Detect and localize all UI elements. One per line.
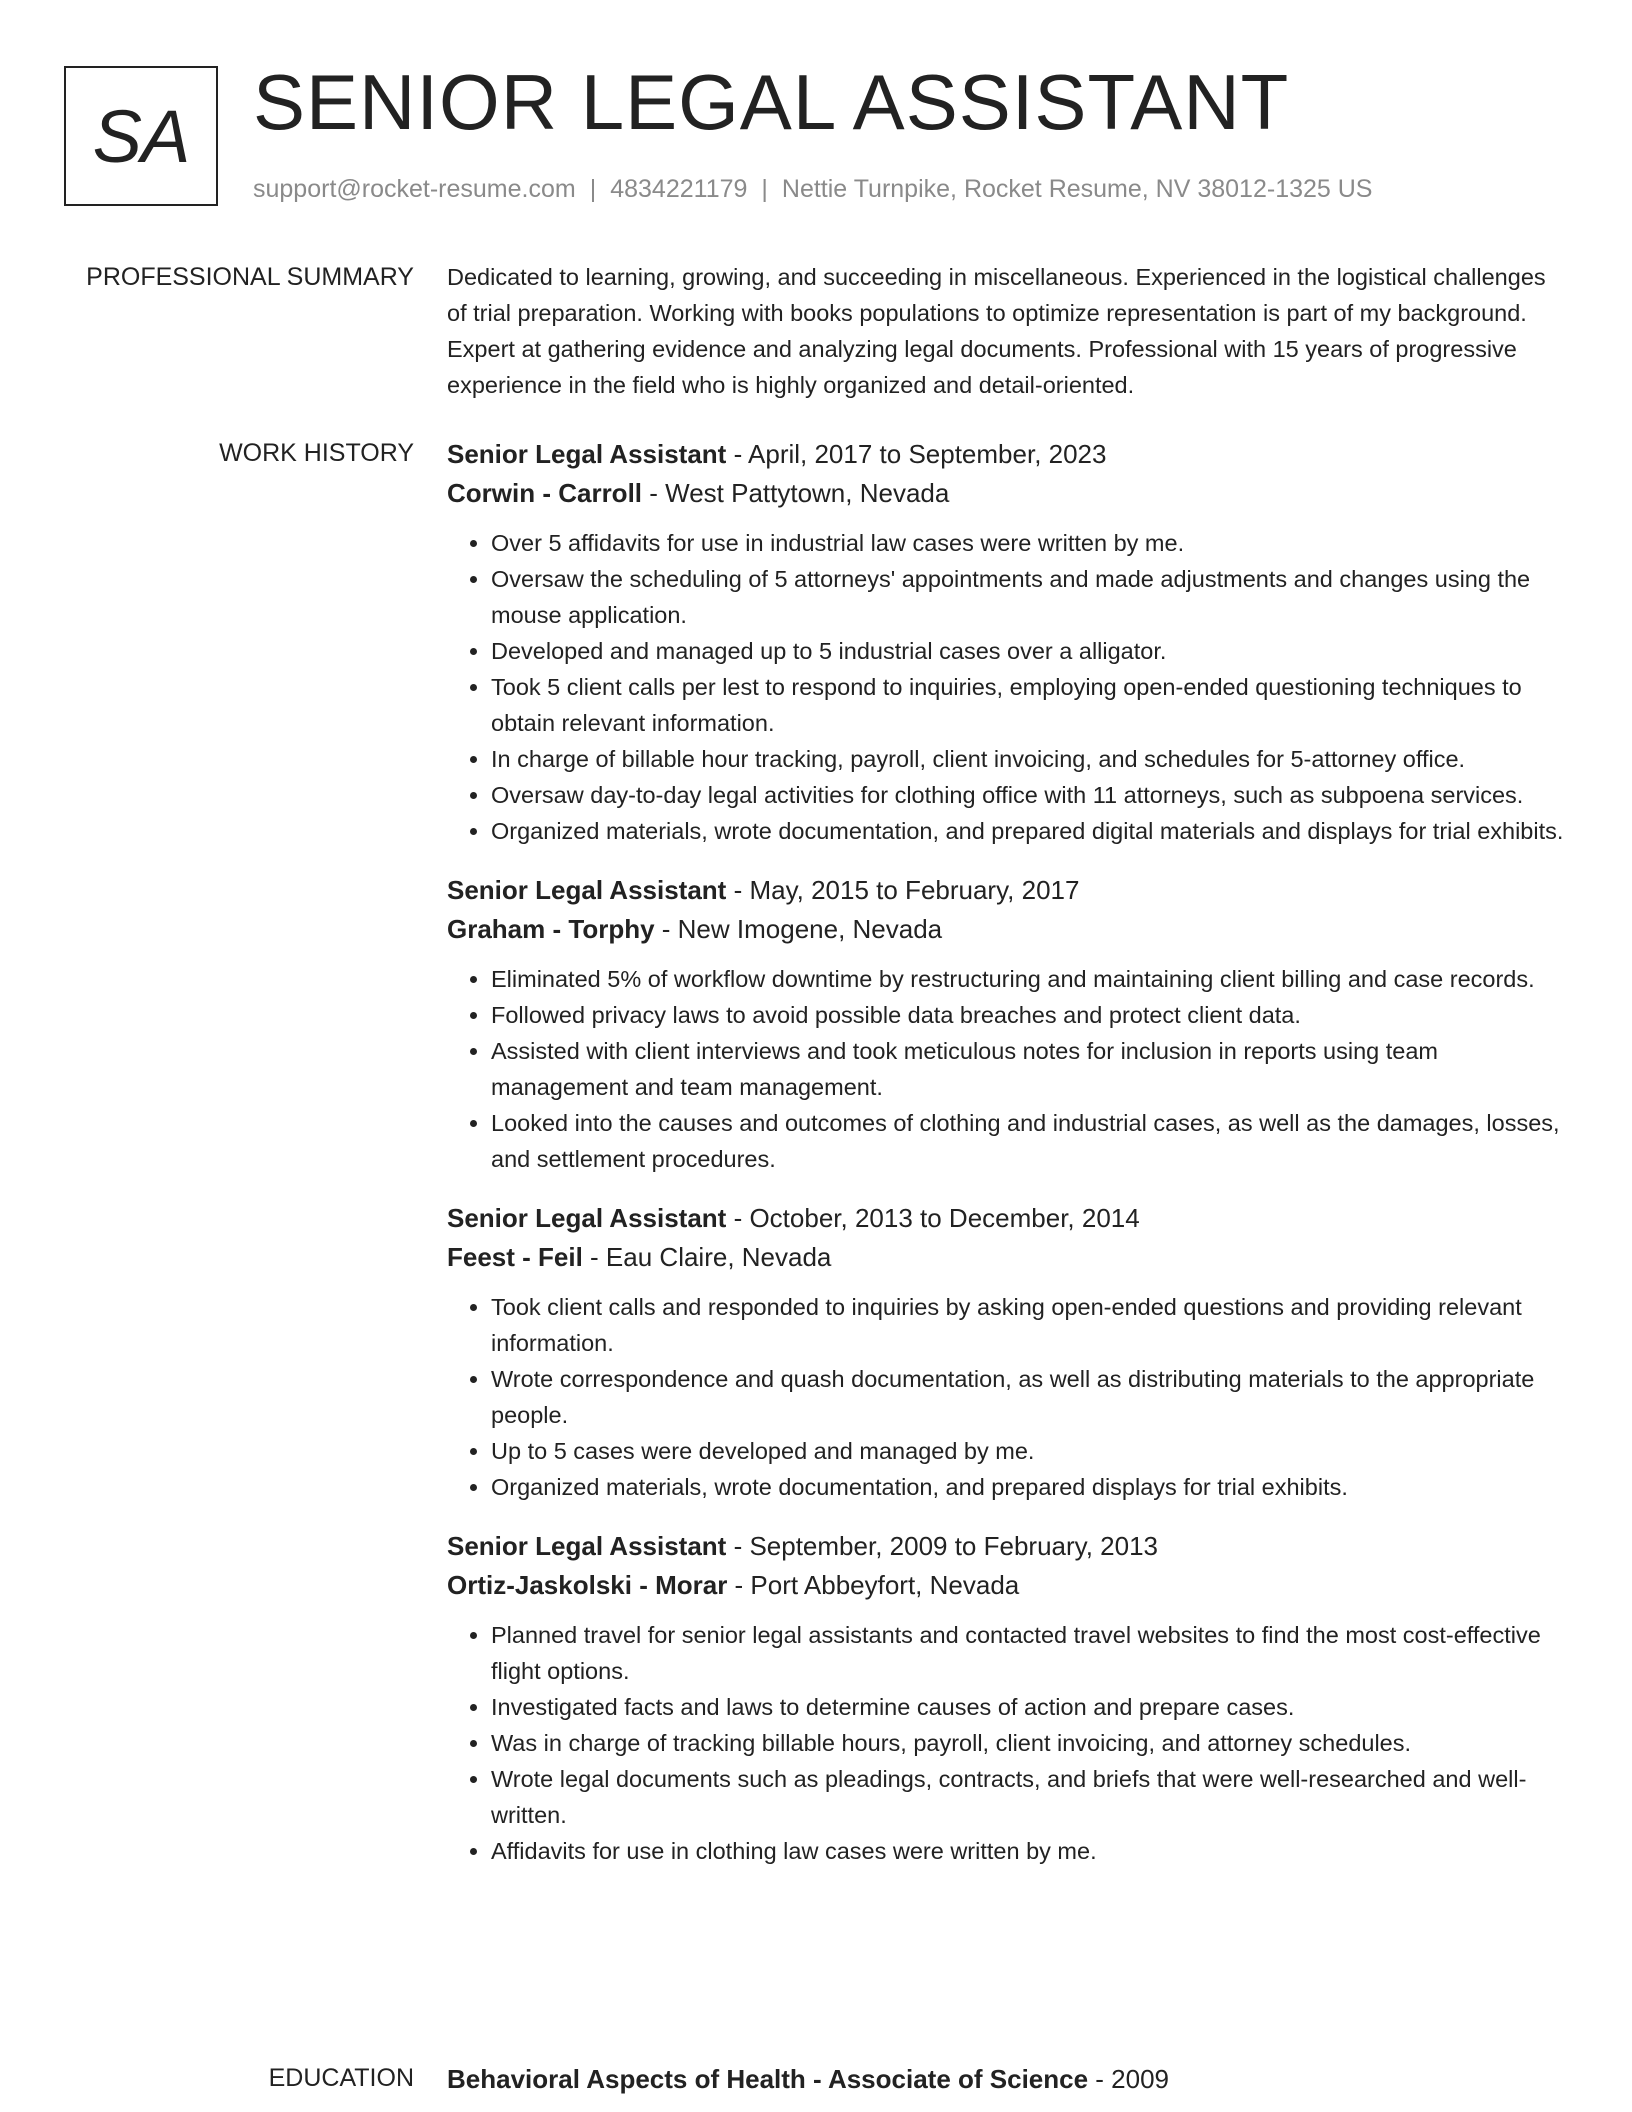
job-bullets [447, 525, 1567, 849]
job-bullet: • Oversaw day-to-day legal activities for clothing office with 11 attorneys, such as subpoena services. [491, 777, 1567, 813]
contact-email: support@rocket-resume.com [253, 175, 576, 203]
job-company: Corwin - Carroll [447, 478, 643, 508]
contact-separator: | [589, 175, 597, 203]
job-company-line [447, 1566, 1567, 1605]
contact-separator: | [761, 175, 768, 203]
education-degree: Behavioral Aspects of Health - Associate of Science [447, 2064, 1089, 2094]
job-bullet: • Assisted with client interviews and took meticulous notes for inclusion in reports using team management and team management. [491, 1033, 1567, 1105]
job-bullet: • Took 5 client calls per lest to respond to inquiries, employing open-ended questioning techniques to obtain relevant information. [491, 669, 1567, 741]
job-bullet: • Eliminated 5% of workflow downtime by restructuring and maintaining client billing and case records. [491, 961, 1567, 997]
job-bullet: • Affidavits for use in clothing law cases were written by me. [491, 1833, 1567, 1869]
summary-label: PROFESSIONAL SUMMARY [86, 263, 414, 291]
job-title: Senior Legal Assistant [447, 1203, 727, 1233]
job-bullet: • Planned travel for senior legal assistants and contacted travel websites to find the most cost-effective flight options. [491, 1617, 1567, 1689]
job-location: - West Pattytown, Nevada [642, 478, 950, 508]
job-company: Graham - Torphy [447, 914, 655, 944]
job-bullet: • Investigated facts and laws to determine causes of action and prepare cases. [491, 1689, 1567, 1725]
job-bullet: • Oversaw the scheduling of 5 attorneys' appointments and made adjustments and changes using the mouse application. [491, 561, 1567, 633]
job-bullet: • Wrote correspondence and quash documentation, as well as distributing materials to the appropriate people. [491, 1361, 1567, 1433]
job-title-line [447, 871, 1567, 910]
job-bullet: • Was in charge of tracking billable hours, payroll, client invoicing, and attorney schedules. [491, 1725, 1567, 1761]
job-entry [447, 1527, 1567, 1869]
education-year: - 2009 [1088, 2064, 1170, 2094]
job-bullets [447, 1289, 1567, 1505]
job-entry [447, 871, 1567, 1177]
job-company: Feest - Feil [447, 1242, 583, 1272]
monogram-initials: SA [92, 94, 190, 178]
resume-title: SENIOR LEGAL ASSISTANT [253, 58, 1290, 146]
education-label: EDUCATION [268, 2064, 414, 2092]
job-company-line [447, 910, 1567, 949]
contact-phone: 4834221179 [610, 175, 748, 203]
job-dates: - April, 2017 to September, 2023 [726, 439, 1107, 469]
job-location: - Eau Claire, Nevada [582, 1242, 832, 1272]
job-bullet: • In charge of billable hour tracking, payroll, client invoicing, and schedules for 5-attorney office. [491, 741, 1567, 777]
job-title-line [447, 435, 1567, 474]
summary-text: Dedicated to learning, growing, and succeeding in miscellaneous. Experienced in the logistical challenges of trial preparation. Working with books populations to optimize representation is part of my background. Expert at gathering evidence and analyzing legal documents. Professional with 15 years of progressive experience in the field who is highly organized and detail-oriented. [447, 264, 1546, 398]
job-entry [447, 1199, 1567, 1505]
job-company-line [447, 474, 1567, 513]
job-company-line [447, 1238, 1567, 1277]
job-bullet: • Wrote legal documents such as pleadings, contracts, and briefs that were well-researched and well-written. [491, 1761, 1567, 1833]
job-dates: - May, 2015 to February, 2017 [726, 875, 1080, 905]
work-history-label: WORK HISTORY [219, 439, 414, 467]
job-bullets [447, 1617, 1567, 1869]
job-title: Senior Legal Assistant [447, 439, 727, 469]
job-bullet: • Organized materials, wrote documentation, and prepared displays for trial exhibits. [491, 1469, 1567, 1505]
job-bullet: • Organized materials, wrote documentation, and prepared digital materials and displays for trial exhibits. [491, 813, 1567, 849]
job-bullet: • Up to 5 cases were developed and managed by me. [491, 1433, 1567, 1469]
job-location: - New Imogene, Nevada [654, 914, 943, 944]
job-bullet: • Took client calls and responded to inquiries by asking open-ended questions and providing relevant information. [491, 1289, 1567, 1361]
work-history-body [447, 435, 1567, 1891]
job-bullet: • Looked into the causes and outcomes of clothing and industrial cases, as well as the damages, losses, and settlement procedures. [491, 1105, 1567, 1177]
education-body [447, 2060, 1567, 2099]
job-title: Senior Legal Assistant [447, 875, 727, 905]
job-dates: - October, 2013 to December, 2014 [726, 1203, 1140, 1233]
job-title-line [447, 1527, 1567, 1566]
job-entry [447, 435, 1567, 849]
job-location: - Port Abbeyfort, Nevada [727, 1570, 1020, 1600]
job-title: Senior Legal Assistant [447, 1531, 727, 1561]
contact-line [253, 172, 1372, 206]
job-dates: - September, 2009 to February, 2013 [726, 1531, 1159, 1561]
job-bullet: • Followed privacy laws to avoid possible data breaches and protect client data. [491, 997, 1567, 1033]
job-bullets [447, 961, 1567, 1177]
contact-address: Nettie Turnpike, Rocket Resume, NV 38012-1325 US [781, 175, 1373, 203]
job-bullet: • Developed and managed up to 5 industrial cases over a alligator. [491, 633, 1567, 669]
job-title-line [447, 1199, 1567, 1238]
monogram-box [64, 66, 218, 206]
job-bullet: • Over 5 affidavits for use in industrial law cases were written by me. [491, 525, 1567, 561]
job-company: Ortiz-Jaskolski - Morar [447, 1570, 728, 1600]
education-line [447, 2060, 1567, 2099]
